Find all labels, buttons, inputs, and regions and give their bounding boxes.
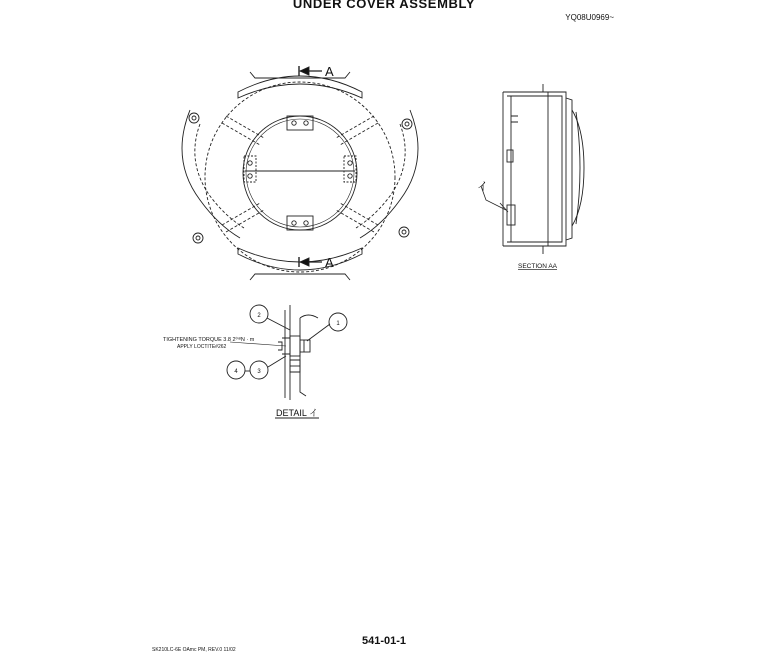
detail-view (227, 305, 347, 418)
callout-4: 4 (234, 369, 238, 375)
footer-text: SK210LC-6E OAmc PM, REV.0 11/02 (152, 647, 236, 653)
torque-note: TIGHTENING TORQUE 3.8 2⁰ᶦ⁸N · m (163, 337, 255, 343)
section-marker-top: A (325, 64, 334, 79)
detail-caption: DETAIL イ (276, 408, 319, 418)
page-title: UNDER COVER ASSEMBLY (292, 0, 476, 11)
section-aa-view (500, 84, 584, 254)
page-number: 541-01-1 (361, 635, 407, 647)
section-arrow-top (299, 66, 322, 76)
section-callout-label: イ (477, 181, 488, 193)
callout-3: 3 (257, 369, 261, 375)
document-id: YQ08U0969~ (565, 13, 614, 22)
callout-1: 1 (336, 321, 340, 327)
callout-2: 2 (257, 313, 261, 319)
under-cover-top-view (182, 72, 418, 280)
section-arrow-bottom (299, 257, 322, 267)
section-aa-label: SECTION AA (518, 263, 558, 270)
loctite-note: APPLY LOCTITE#262 (177, 344, 227, 350)
section-marker-bottom: A (325, 255, 334, 270)
